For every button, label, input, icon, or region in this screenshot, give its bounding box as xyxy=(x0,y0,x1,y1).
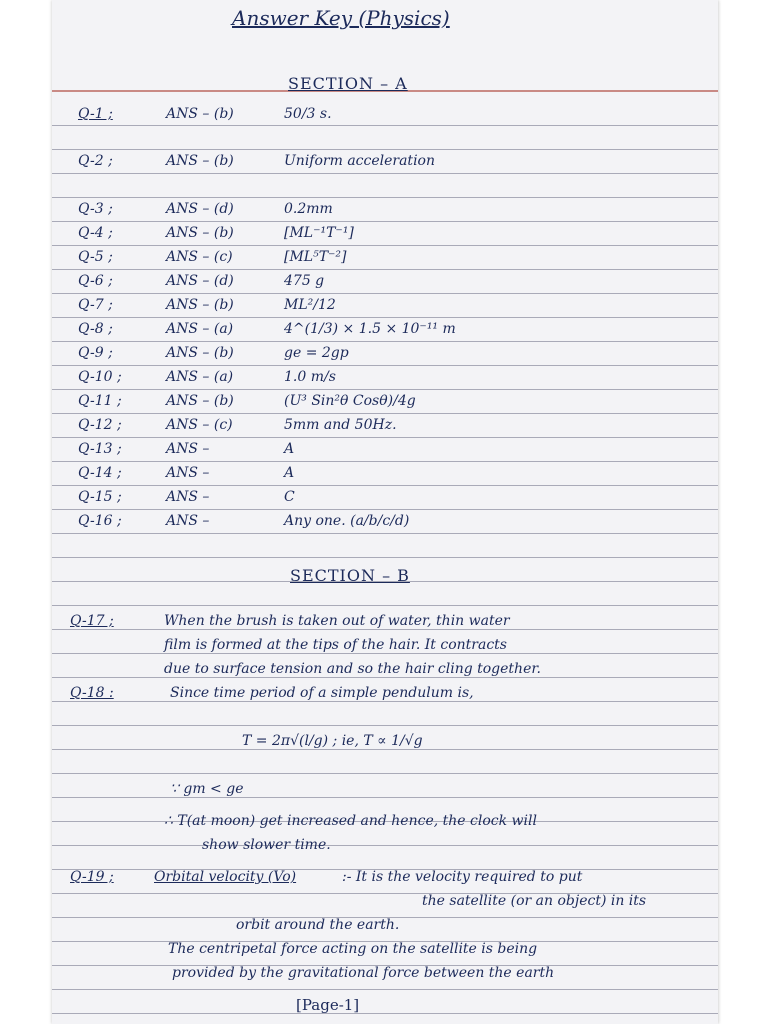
answer-value: 5mm and 50Hz. xyxy=(284,417,397,433)
question-number: Q-6 ; xyxy=(78,273,113,289)
section-b-heading: SECTION – B xyxy=(290,566,410,585)
question-number: Q-12 ; xyxy=(78,417,122,433)
answer-row xyxy=(78,321,456,337)
answer-option: ANS – (b) xyxy=(166,106,234,122)
section-a-heading: SECTION – A xyxy=(288,74,408,93)
answer-row xyxy=(78,393,416,409)
answer-row xyxy=(78,273,324,289)
page-number: [Page-1] xyxy=(296,996,360,1014)
answer-option: ANS – xyxy=(166,489,210,505)
q17-line-1: When the brush is taken out of water, thin water xyxy=(164,613,510,629)
q19-line-3: orbit around the earth. xyxy=(236,917,400,933)
answer-value: 50/3 s. xyxy=(284,106,332,122)
answer-value: A xyxy=(284,441,295,457)
answer-row xyxy=(78,441,294,457)
answer-option: ANS – xyxy=(166,465,210,481)
q19-term: Orbital velocity (Vo) xyxy=(154,869,297,885)
q18-conclusion-1: ∴ T(at moon) get increased and hence, the clock will xyxy=(164,813,537,829)
answer-row xyxy=(78,489,295,505)
question-number: Q-8 ; xyxy=(78,321,113,337)
answer-value: [ML⁵T⁻²] xyxy=(284,249,347,265)
answer-value: C xyxy=(284,489,295,505)
question-number: Q-1 ; xyxy=(78,106,113,122)
question-number: Q-15 ; xyxy=(78,489,122,505)
answer-row xyxy=(78,153,435,169)
answer-option: ANS – (b) xyxy=(166,393,234,409)
answer-row xyxy=(78,465,294,481)
question-number: Q-13 ; xyxy=(78,441,122,457)
question-number: Q-7 ; xyxy=(78,297,113,313)
q18-formula: T = 2π√(l/g) ; ie, T ∝ 1/√g xyxy=(242,733,423,749)
q19-label: Q-19 ; xyxy=(70,869,114,885)
answer-value: 475 g xyxy=(284,273,325,289)
answer-option: ANS – (b) xyxy=(166,345,234,361)
answer-option: ANS – (a) xyxy=(166,321,234,337)
question-number: Q-11 ; xyxy=(78,393,122,409)
q18-conclusion-2: show slower time. xyxy=(202,837,331,853)
answer-value: A xyxy=(284,465,295,481)
q17-label: Q-17 ; xyxy=(70,613,114,629)
answer-row xyxy=(78,225,354,241)
answer-value: 4^(1/3) × 1.5 × 10⁻¹¹ m xyxy=(284,321,456,337)
answer-option: ANS – (b) xyxy=(166,225,234,241)
answer-row xyxy=(78,201,333,217)
answer-option: ANS – xyxy=(166,441,210,457)
answer-value: 1.0 m/s xyxy=(284,369,336,385)
q18-line-1: Since time period of a simple pendulum is, xyxy=(170,685,474,701)
question-number: Q-4 ; xyxy=(78,225,113,241)
question-number: Q-14 ; xyxy=(78,465,122,481)
answer-option: ANS – xyxy=(166,513,210,529)
question-number: Q-3 ; xyxy=(78,201,113,217)
answer-row xyxy=(78,249,347,265)
q18-since: ∵ gm < ge xyxy=(170,781,244,797)
answer-option: ANS – (c) xyxy=(166,249,233,265)
answer-row xyxy=(78,345,349,361)
answer-value: [ML⁻¹T⁻¹] xyxy=(284,225,354,241)
answer-option: ANS – (a) xyxy=(166,369,234,385)
question-number: Q-5 ; xyxy=(78,249,113,265)
question-number: Q-2 ; xyxy=(78,153,113,169)
question-number: Q-16 ; xyxy=(78,513,122,529)
answer-option: ANS – (d) xyxy=(166,201,234,217)
answer-row xyxy=(78,106,332,122)
answer-value: Uniform acceleration xyxy=(284,153,435,169)
answer-option: ANS – (b) xyxy=(166,153,234,169)
q19-line-2: the satellite (or an object) in its xyxy=(422,893,647,909)
q17-line-2: film is formed at the tips of the hair. It contracts xyxy=(164,637,507,653)
notebook-page xyxy=(52,0,718,1024)
answer-row xyxy=(78,369,336,385)
q19-line-4: The centripetal force acting on the satellite is being xyxy=(168,941,538,957)
q17-line-3: due to surface tension and so the hair cling together. xyxy=(164,661,541,677)
answer-value: ge = 2gp xyxy=(284,345,349,361)
answer-row xyxy=(78,297,336,313)
answer-option: ANS – (d) xyxy=(166,273,234,289)
q18-label: Q-18 : xyxy=(70,685,114,701)
answer-value: Any one. (a/b/c/d) xyxy=(284,513,410,529)
answer-option: ANS – (c) xyxy=(166,417,233,433)
q19-line-1: :- It is the velocity required to put xyxy=(342,869,583,885)
q19-line-5: provided by the gravitational force between the earth xyxy=(172,965,555,981)
answer-row xyxy=(78,513,409,529)
answer-value: 0.2mm xyxy=(284,201,333,217)
question-number: Q-10 ; xyxy=(78,369,122,385)
answer-option: ANS – (b) xyxy=(166,297,234,313)
answer-value: (U³ Sin²θ Cosθ)/4g xyxy=(284,393,416,409)
answer-value: ML²/12 xyxy=(284,297,336,313)
answer-row xyxy=(78,417,397,433)
page-title: Answer Key (Physics) xyxy=(232,6,450,30)
question-number: Q-9 ; xyxy=(78,345,113,361)
